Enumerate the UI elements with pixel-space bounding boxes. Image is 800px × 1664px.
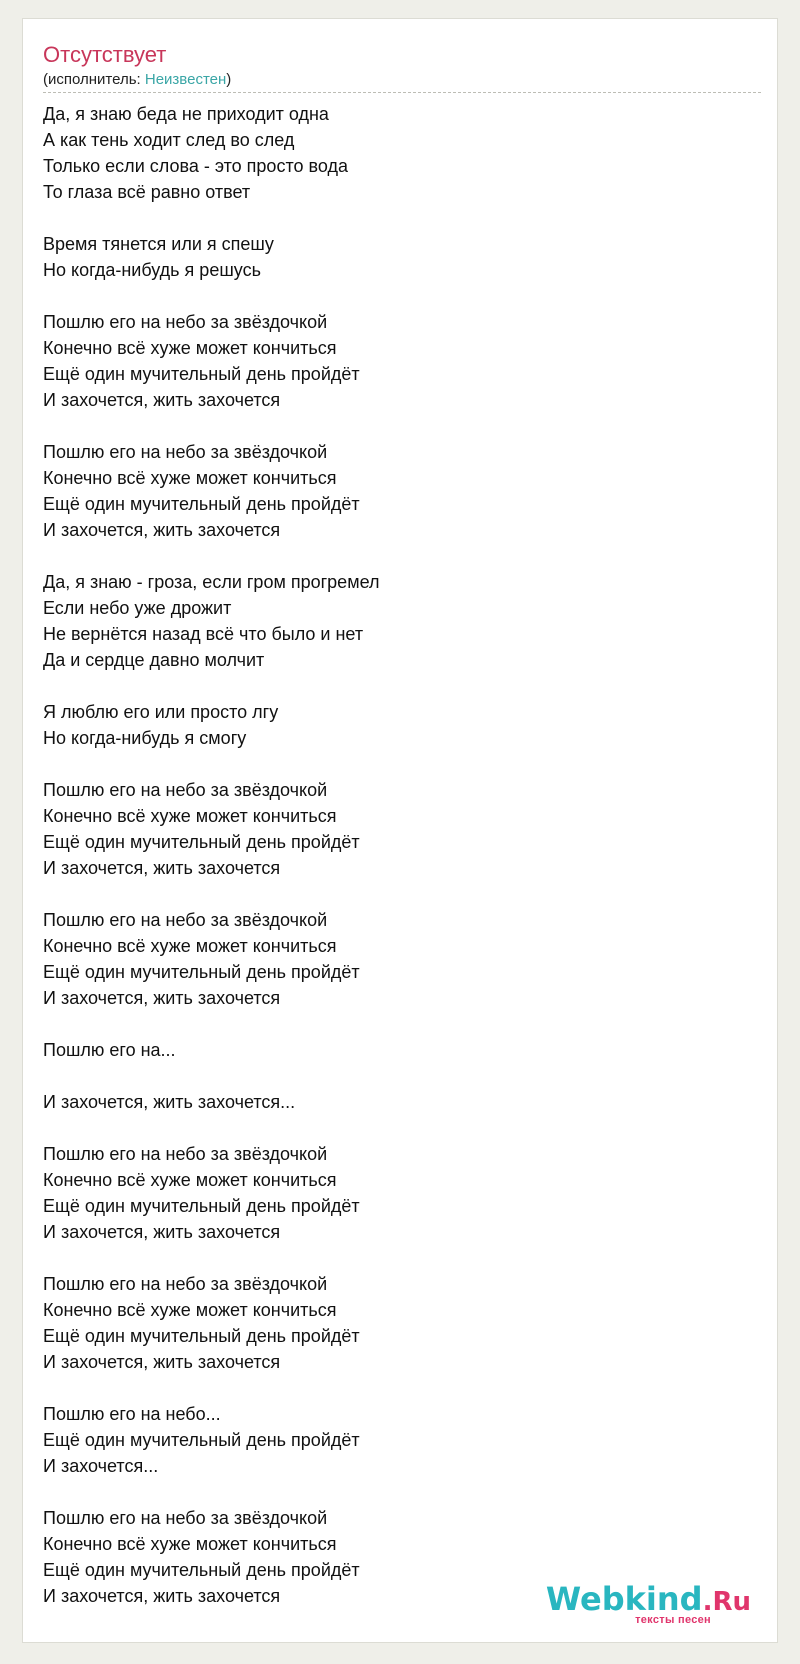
lyrics-line: Но когда-нибудь я решусь (43, 260, 261, 280)
lyrics-line: И захочется, жить захочется (43, 520, 281, 540)
lyrics-line: Но когда-нибудь я смогу (43, 728, 247, 748)
lyrics-line: И захочется, жить захочется (43, 1222, 281, 1242)
lyrics-card (22, 18, 778, 1643)
lyrics-line: Ещё один мучительный день пройдёт (43, 1430, 360, 1450)
lyrics-line: Я люблю его или просто лгу (43, 702, 279, 722)
lyrics-line: Конечно всё хуже может кончиться (43, 1300, 337, 1320)
lyrics-line: Ещё один мучительный день пройдёт (43, 1326, 360, 1346)
lyrics-line: Не вернётся назад всё что было и нет (43, 624, 364, 644)
song-title: Отсутствует (43, 42, 167, 67)
logo-word: Webkind (545, 1580, 703, 1618)
logo-domain: .Ru (702, 1587, 751, 1617)
lyrics-stanza (43, 569, 743, 673)
lyrics-line: Пошлю его на небо за звёздочкой (43, 1274, 328, 1294)
lyrics-line: Пошлю его на небо за звёздочкой (43, 1508, 328, 1528)
lyrics-line: И захочется, жить захочется (43, 390, 281, 410)
lyrics-line: Пошлю его на небо за звёздочкой (43, 312, 328, 332)
lyrics-line: Ещё один мучительный день пройдёт (43, 494, 360, 514)
lyrics-stanza (43, 1089, 743, 1115)
lyrics-line: Конечно всё хуже может кончиться (43, 468, 337, 488)
lyrics-stanza (43, 439, 743, 543)
lyrics-line: Конечно всё хуже может кончиться (43, 1170, 337, 1190)
lyrics-line: Пошлю его на небо... (43, 1404, 221, 1424)
lyrics-line: Да, я знаю - гроза, если гром прогремел (43, 572, 380, 592)
lyrics-line: А как тень ходит след во след (43, 130, 295, 150)
lyrics-stanza (43, 699, 743, 751)
lyrics-line: Ещё один мучительный день пройдёт (43, 832, 360, 852)
lyrics-line: То глаза всё равно ответ (43, 182, 251, 202)
artist-suffix: ) (226, 71, 232, 88)
lyrics-line: И захочется, жить захочется (43, 1352, 281, 1372)
lyrics-line: Если небо уже дрожит (43, 598, 232, 618)
lyrics-stanza (43, 1037, 743, 1063)
song-header (43, 41, 761, 89)
lyrics-line: Пошлю его на небо за звёздочкой (43, 910, 328, 930)
lyrics-body (43, 101, 743, 1635)
lyrics-stanza (43, 907, 743, 1011)
lyrics-stanza (43, 1401, 743, 1479)
site-logo[interactable] (545, 1580, 751, 1630)
lyrics-line: Конечно всё хуже может кончиться (43, 338, 337, 358)
lyrics-stanza (43, 1271, 743, 1375)
lyrics-line: Конечно всё хуже может кончиться (43, 806, 337, 826)
lyrics-line: Пошлю его на небо за звёздочкой (43, 780, 328, 800)
lyrics-stanza (43, 231, 743, 283)
lyrics-line: И захочется, жить захочется (43, 858, 281, 878)
lyrics-stanza (43, 1141, 743, 1245)
lyrics-line: Пошлю его на... (43, 1040, 176, 1060)
lyrics-line: Да и сердце давно молчит (43, 650, 265, 670)
lyrics-line: Пошлю его на небо за звёздочкой (43, 442, 328, 462)
lyrics-stanza (43, 309, 743, 413)
lyrics-line: И захочется... (43, 1456, 159, 1476)
artist-prefix: (исполнитель: (43, 71, 145, 88)
lyrics-line: Ещё один мучительный день пройдёт (43, 1196, 360, 1216)
header-divider (43, 92, 761, 93)
lyrics-stanza (43, 777, 743, 881)
lyrics-stanza (43, 101, 743, 205)
lyrics-line: Пошлю его на небо за звёздочкой (43, 1144, 328, 1164)
lyrics-line: Ещё один мучительный день пройдёт (43, 1560, 360, 1580)
lyrics-line: Конечно всё хуже может кончиться (43, 1534, 337, 1554)
artist-line (43, 71, 761, 89)
lyrics-line: Конечно всё хуже может кончиться (43, 936, 337, 956)
lyrics-line: И захочется, жить захочется... (43, 1092, 296, 1112)
artist-link[interactable]: Неизвестен (144, 71, 227, 88)
lyrics-line: И захочется, жить захочется (43, 988, 281, 1008)
lyrics-line: Только если слова - это просто вода (43, 156, 348, 176)
lyrics-line: Да, я знаю беда не приходит одна (43, 104, 329, 124)
lyrics-line: Ещё один мучительный день пройдёт (43, 364, 360, 384)
lyrics-line: Время тянется или я спешу (43, 234, 274, 254)
lyrics-line: И захочется, жить захочется (43, 1586, 281, 1606)
lyrics-line: Ещё один мучительный день пройдёт (43, 962, 360, 982)
logo-subtitle: тексты песен (635, 1614, 711, 1626)
